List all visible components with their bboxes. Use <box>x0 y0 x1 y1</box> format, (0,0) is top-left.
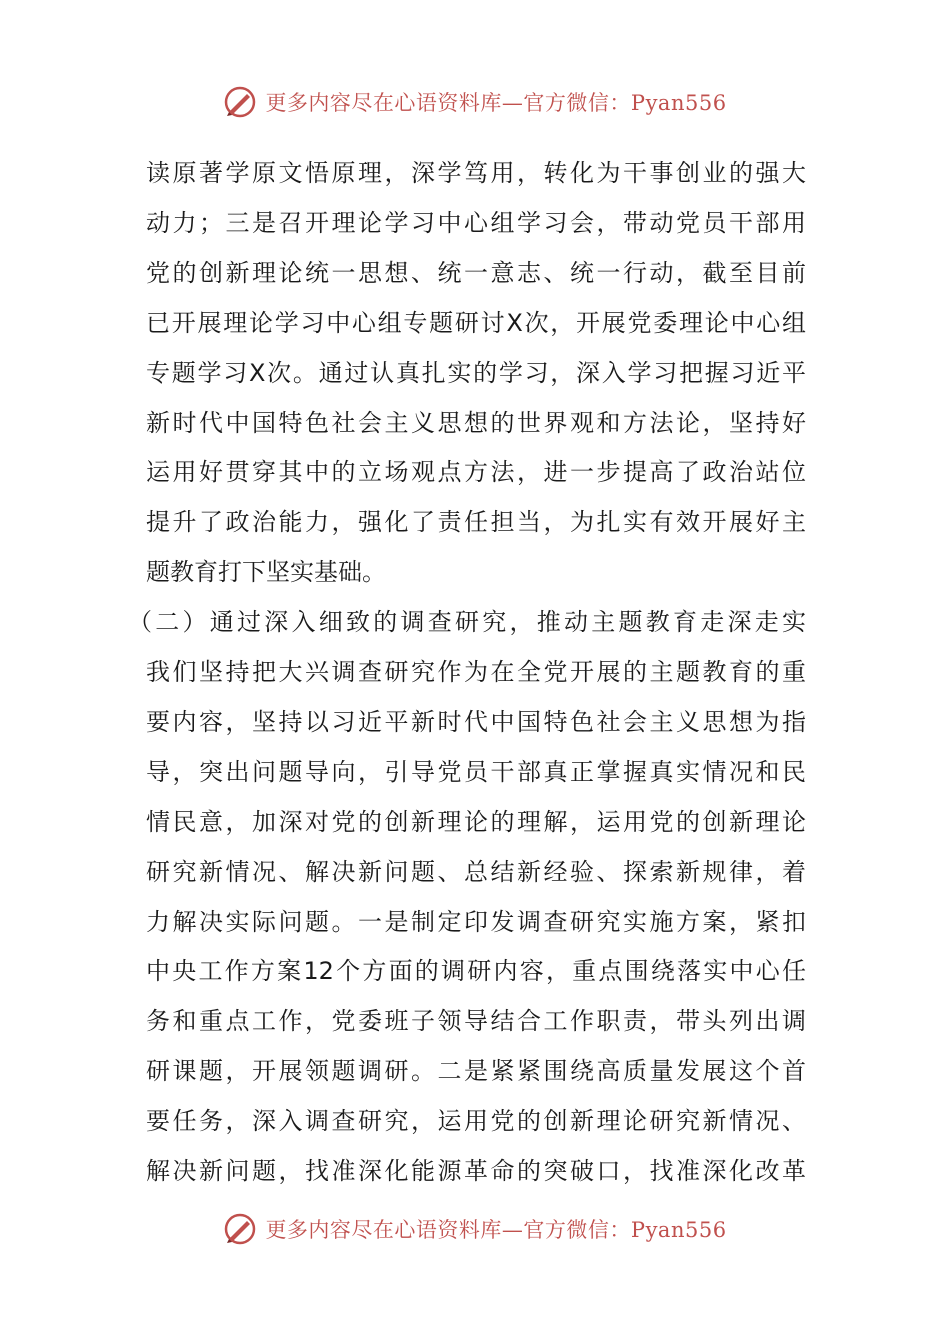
body-text-line: 要任务，深入调查研究，运用党的创新理论研究新情况、 <box>146 1107 806 1136</box>
body-text-line: （二）通过深入细致的调查研究，推动主题教育走深走实 <box>128 608 806 637</box>
body-text-line: 题教育打下坚实基础。 <box>146 558 386 587</box>
body-text-line: 动力；三是召开理论学习中心组学习会，带动党员干部用 <box>146 208 806 237</box>
body-text-line: 情民意，加深对党的创新理论的理解，运用党的创新理论 <box>146 807 806 836</box>
body-text-line: 务和重点工作，党委班子领导结合工作职责，带头列出调 <box>146 1007 806 1036</box>
banner-text: 更多内容尽在心语资料库—官方微信：Pyan556 <box>265 1218 727 1242</box>
body-text-line: 已开展理论学习中心组专题研讨X次，开展党委理论中心组 <box>146 308 806 337</box>
header-banner <box>0 82 950 122</box>
banner-text: 更多内容尽在心语资料库—官方微信：Pyan556 <box>265 91 727 115</box>
body-text-line: 我们坚持把大兴调查研究作为在全党开展的主题教育的重 <box>146 658 806 686</box>
body-text-line: 中央工作方案12个方面的调研内容，重点围绕落实中心任 <box>146 957 806 986</box>
body-text-line: 解决新问题，找准深化能源革命的突破口，找准深化改革 <box>146 1157 806 1185</box>
body-text-line: 读原著学原文悟原理，深学笃用，转化为干事创业的强大 <box>146 159 806 187</box>
body-text-line: 专题学习X次。通过认真扎实的学习，深入学习把握习近平 <box>146 358 806 387</box>
body-text-line: 提升了政治能力，强化了责任担当，为扎实有效开展好主 <box>146 508 806 537</box>
body-text-line: 运用好贯穿其中的立场观点方法，进一步提高了政治站位 <box>146 458 806 487</box>
body-text-line: 党的创新理论统一思想、统一意志、统一行动，截至目前 <box>146 258 806 287</box>
body-text-line: 研究新情况、解决新问题、总结新经验、探索新规律，着 <box>146 857 806 886</box>
body-text-line: 力解决实际问题。一是制定印发调查研究实施方案，紧扣 <box>146 907 806 936</box>
body-text-line: 研课题，开展领题调研。二是紧紧围绕高质量发展这个首 <box>146 1057 806 1086</box>
pen-circle-logo-icon <box>223 1212 257 1246</box>
body-text-line: 新时代中国特色社会主义思想的世界观和方法论，坚持好 <box>146 408 806 437</box>
body-text-line: 导，突出问题导向，引导党员干部真正掌握真实情况和民 <box>146 757 806 786</box>
body-text-line: 要内容，坚持以习近平新时代中国特色社会主义思想为指 <box>146 707 806 736</box>
footer-banner <box>0 1209 950 1249</box>
pen-circle-logo-icon <box>223 85 257 119</box>
